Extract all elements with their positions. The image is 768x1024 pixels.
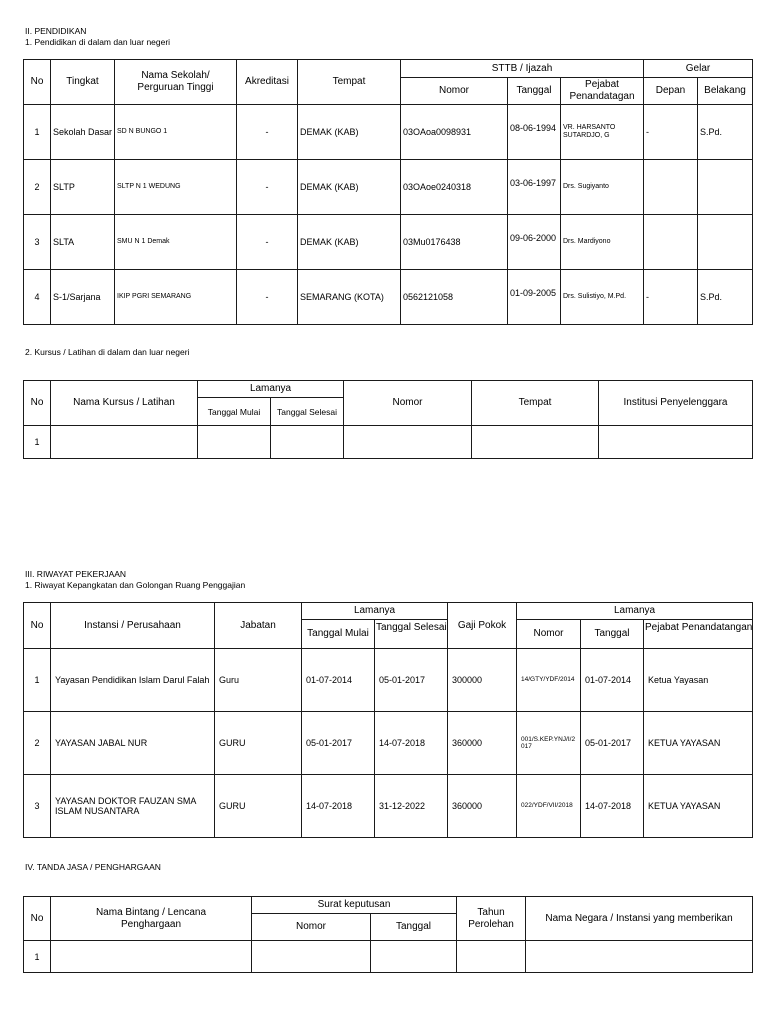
edu-nomor-cell: 0562121058	[401, 270, 508, 325]
edu-table-row	[24, 160, 753, 215]
edu-nama-sekolah-cell: SD N BUNGO 1	[115, 105, 237, 160]
edu-header-akreditasi: Akreditasi	[237, 60, 298, 105]
emp-instansi-cell: Yayasan Pendidikan Islam Darul Falah	[51, 649, 215, 712]
education-table-body	[24, 105, 753, 325]
edu-header-tempat: Tempat	[298, 60, 401, 105]
education-section-title: II. PENDIDIKAN	[25, 26, 87, 36]
edu-nama-sekolah-cell: IKIP PGRI SEMARANG	[115, 270, 237, 325]
courses-header-tanggal-selesai: Tanggal Selesai	[271, 398, 344, 426]
courses-nomor-cell	[344, 426, 472, 459]
edu-header-nama-sekolah: Nama Sekolah/ Perguruan Tinggi	[115, 60, 237, 105]
employment-subtitle: 1. Riwayat Kepangkatan dan Golongan Ruang Penggajian	[25, 580, 246, 590]
edu-header-nomor: Nomor	[401, 78, 508, 105]
edu-header-belakang: Belakang	[698, 78, 753, 105]
edu-akreditasi-cell: -	[237, 215, 298, 270]
edu-no-cell: 2	[24, 160, 51, 215]
awards-header-negara: Nama Negara / Instansi yang memberikan	[526, 897, 753, 941]
emp-instansi-cell: YAYASAN DOKTOR FAUZAN SMA ISLAM NUSANTARA	[51, 775, 215, 838]
courses-institusi-cell	[599, 426, 753, 459]
edu-belakang-cell: S.Pd.	[698, 105, 753, 160]
edu-belakang-cell	[698, 215, 753, 270]
edu-tempat-cell: DEMAK (KAB)	[298, 160, 401, 215]
edu-header-pejabat: Pejabat Penandatagan	[561, 78, 644, 105]
emp-tanggal-selesai-cell: 31-12-2022	[375, 775, 448, 838]
courses-tanggal-mulai-cell	[198, 426, 271, 459]
emp-header-nomor: Nomor	[517, 620, 581, 649]
emp-table-row	[24, 775, 753, 838]
edu-tanggal-cell: 01-09-2005	[508, 270, 561, 325]
edu-table-row	[24, 105, 753, 160]
emp-table-row	[24, 649, 753, 712]
emp-header-jabatan: Jabatan	[215, 603, 302, 649]
edu-depan-cell	[644, 160, 698, 215]
edu-table-row	[24, 215, 753, 270]
courses-header-institusi: Institusi Penyelenggara	[599, 381, 753, 426]
awards-header-surat-keputusan: Surat keputusan	[252, 897, 457, 914]
edu-belakang-cell: S.Pd.	[698, 270, 753, 325]
awards-nama-bintang-cell	[51, 941, 252, 973]
emp-table-row	[24, 712, 753, 775]
edu-tempat-cell: DEMAK (KAB)	[298, 215, 401, 270]
edu-akreditasi-cell: -	[237, 270, 298, 325]
awards-nomor-cell	[252, 941, 371, 973]
edu-table-row	[24, 270, 753, 325]
employment-section-title: III. RIWAYAT PEKERJAAN	[25, 569, 127, 579]
emp-tanggal-cell: 05-01-2017	[581, 712, 644, 775]
edu-nama-sekolah-cell: SMU N 1 Demak	[115, 215, 237, 270]
edu-depan-cell: -	[644, 270, 698, 325]
edu-tanggal-cell: 03-06-1997	[508, 160, 561, 215]
courses-tanggal-selesai-cell	[271, 426, 344, 459]
emp-header-instansi: Instansi / Perusahaan	[51, 603, 215, 649]
awards-header-nomor: Nomor	[252, 914, 371, 941]
emp-tanggal-selesai-cell: 14-07-2018	[375, 712, 448, 775]
emp-gaji-pokok-cell: 360000	[448, 712, 517, 775]
edu-header-no: No	[24, 60, 51, 105]
courses-header-nomor: Nomor	[344, 381, 472, 426]
edu-tingkat-cell: SLTA	[51, 215, 115, 270]
edu-nama-sekolah-cell: SLTP N 1 WEDUNG	[115, 160, 237, 215]
awards-header-tahun: Tahun Perolehan	[457, 897, 526, 941]
employment-table	[23, 602, 753, 838]
awards-header-no: No	[24, 897, 51, 941]
edu-header-tanggal: Tanggal	[508, 78, 561, 105]
emp-pejabat-cell: KETUA YAYASAN	[644, 775, 753, 838]
edu-nomor-cell: 03OAoe0240318	[401, 160, 508, 215]
emp-instansi-cell: YAYASAN JABAL NUR	[51, 712, 215, 775]
emp-tanggal-cell: 14-07-2018	[581, 775, 644, 838]
courses-no-cell: 1	[24, 426, 51, 459]
emp-nomor-cell: 022/YDF/VII/2018	[517, 775, 581, 838]
edu-depan-cell: -	[644, 105, 698, 160]
edu-pejabat-cell: VR. HARSANTO SUTARDJO, G	[561, 105, 644, 160]
awards-header-tanggal: Tanggal	[371, 914, 457, 941]
emp-header-pejabat: Pejabat Penandatangan	[644, 620, 753, 649]
edu-header-tingkat: Tingkat	[51, 60, 115, 105]
courses-tempat-cell	[472, 426, 599, 459]
courses-header-tempat: Tempat	[472, 381, 599, 426]
edu-tempat-cell: DEMAK (KAB)	[298, 105, 401, 160]
edu-no-cell: 4	[24, 270, 51, 325]
emp-header-tanggal-mulai: Tanggal Mulai	[302, 620, 375, 649]
edu-belakang-cell	[698, 160, 753, 215]
edu-pejabat-cell: Drs. Sulistiyo, M.Pd.	[561, 270, 644, 325]
emp-tanggal-selesai-cell: 05-01-2017	[375, 649, 448, 712]
emp-nomor-cell: 14/GTY/YDF/2014	[517, 649, 581, 712]
emp-header-tanggal: Tanggal	[581, 620, 644, 649]
emp-header-lamanya-1: Lamanya	[302, 603, 448, 620]
emp-nomor-cell: 001/S.KEP.YNJ/I/2017	[517, 712, 581, 775]
awards-section-title: IV. TANDA JASA / PENGHARGAAN	[25, 862, 161, 872]
edu-header-gelar: Gelar	[644, 60, 753, 78]
emp-header-no: No	[24, 603, 51, 649]
edu-no-cell: 3	[24, 215, 51, 270]
edu-tingkat-cell: Sekolah Dasar	[51, 105, 115, 160]
emp-tanggal-mulai-cell: 01-07-2014	[302, 649, 375, 712]
emp-jabatan-cell: GURU	[215, 712, 302, 775]
courses-header-lamanya: Lamanya	[198, 381, 344, 398]
awards-no-cell: 1	[24, 941, 51, 973]
education-table	[23, 59, 753, 325]
emp-gaji-pokok-cell: 300000	[448, 649, 517, 712]
edu-depan-cell	[644, 215, 698, 270]
courses-subtitle: 2. Kursus / Latihan di dalam dan luar negeri	[25, 347, 190, 357]
emp-pejabat-cell: Ketua Yayasan	[644, 649, 753, 712]
emp-jabatan-cell: Guru	[215, 649, 302, 712]
emp-tanggal-cell: 01-07-2014	[581, 649, 644, 712]
awards-table-body	[24, 941, 753, 973]
edu-header-depan: Depan	[644, 78, 698, 105]
edu-akreditasi-cell: -	[237, 160, 298, 215]
awards-table-row	[24, 941, 753, 973]
edu-akreditasi-cell: -	[237, 105, 298, 160]
emp-no-cell: 1	[24, 649, 51, 712]
edu-no-cell: 1	[24, 105, 51, 160]
courses-header-no: No	[24, 381, 51, 426]
courses-nama-kursus-cell	[51, 426, 198, 459]
emp-header-gaji-pokok: Gaji Pokok	[448, 603, 517, 649]
edu-tanggal-cell: 08-06-1994	[508, 105, 561, 160]
education-subtitle: 1. Pendidikan di dalam dan luar negeri	[25, 37, 171, 47]
emp-jabatan-cell: GURU	[215, 775, 302, 838]
courses-table	[23, 380, 753, 459]
emp-pejabat-cell: KETUA YAYASAN	[644, 712, 753, 775]
awards-tahun-cell	[457, 941, 526, 973]
courses-header-nama-kursus: Nama Kursus / Latihan	[51, 381, 198, 426]
edu-nomor-cell: 03OAoa0098931	[401, 105, 508, 160]
employment-table-body	[24, 649, 753, 838]
courses-table-row	[24, 426, 753, 459]
edu-tingkat-cell: S-1/Sarjana	[51, 270, 115, 325]
awards-table	[23, 896, 753, 973]
emp-no-cell: 2	[24, 712, 51, 775]
courses-header-tanggal-mulai: Tanggal Mulai	[198, 398, 271, 426]
edu-pejabat-cell: Drs. Mardiyono	[561, 215, 644, 270]
edu-nomor-cell: 03Mu0176438	[401, 215, 508, 270]
edu-pejabat-cell: Drs. Sugiyanto	[561, 160, 644, 215]
emp-header-tanggal-selesai: Tanggal Selesai	[375, 620, 448, 649]
emp-gaji-pokok-cell: 360000	[448, 775, 517, 838]
edu-tingkat-cell: SLTP	[51, 160, 115, 215]
edu-tempat-cell: SEMARANG (KOTA)	[298, 270, 401, 325]
emp-no-cell: 3	[24, 775, 51, 838]
edu-tanggal-cell: 09-06-2000	[508, 215, 561, 270]
courses-table-body	[24, 426, 753, 459]
awards-negara-cell	[526, 941, 753, 973]
awards-tanggal-cell	[371, 941, 457, 973]
edu-header-sttb: STTB / Ijazah	[401, 60, 644, 78]
emp-tanggal-mulai-cell: 05-01-2017	[302, 712, 375, 775]
awards-header-nama-bintang: Nama Bintang / Lencana Penghargaan	[51, 897, 252, 941]
emp-header-lamanya-2: Lamanya	[517, 603, 753, 620]
emp-tanggal-mulai-cell: 14-07-2018	[302, 775, 375, 838]
